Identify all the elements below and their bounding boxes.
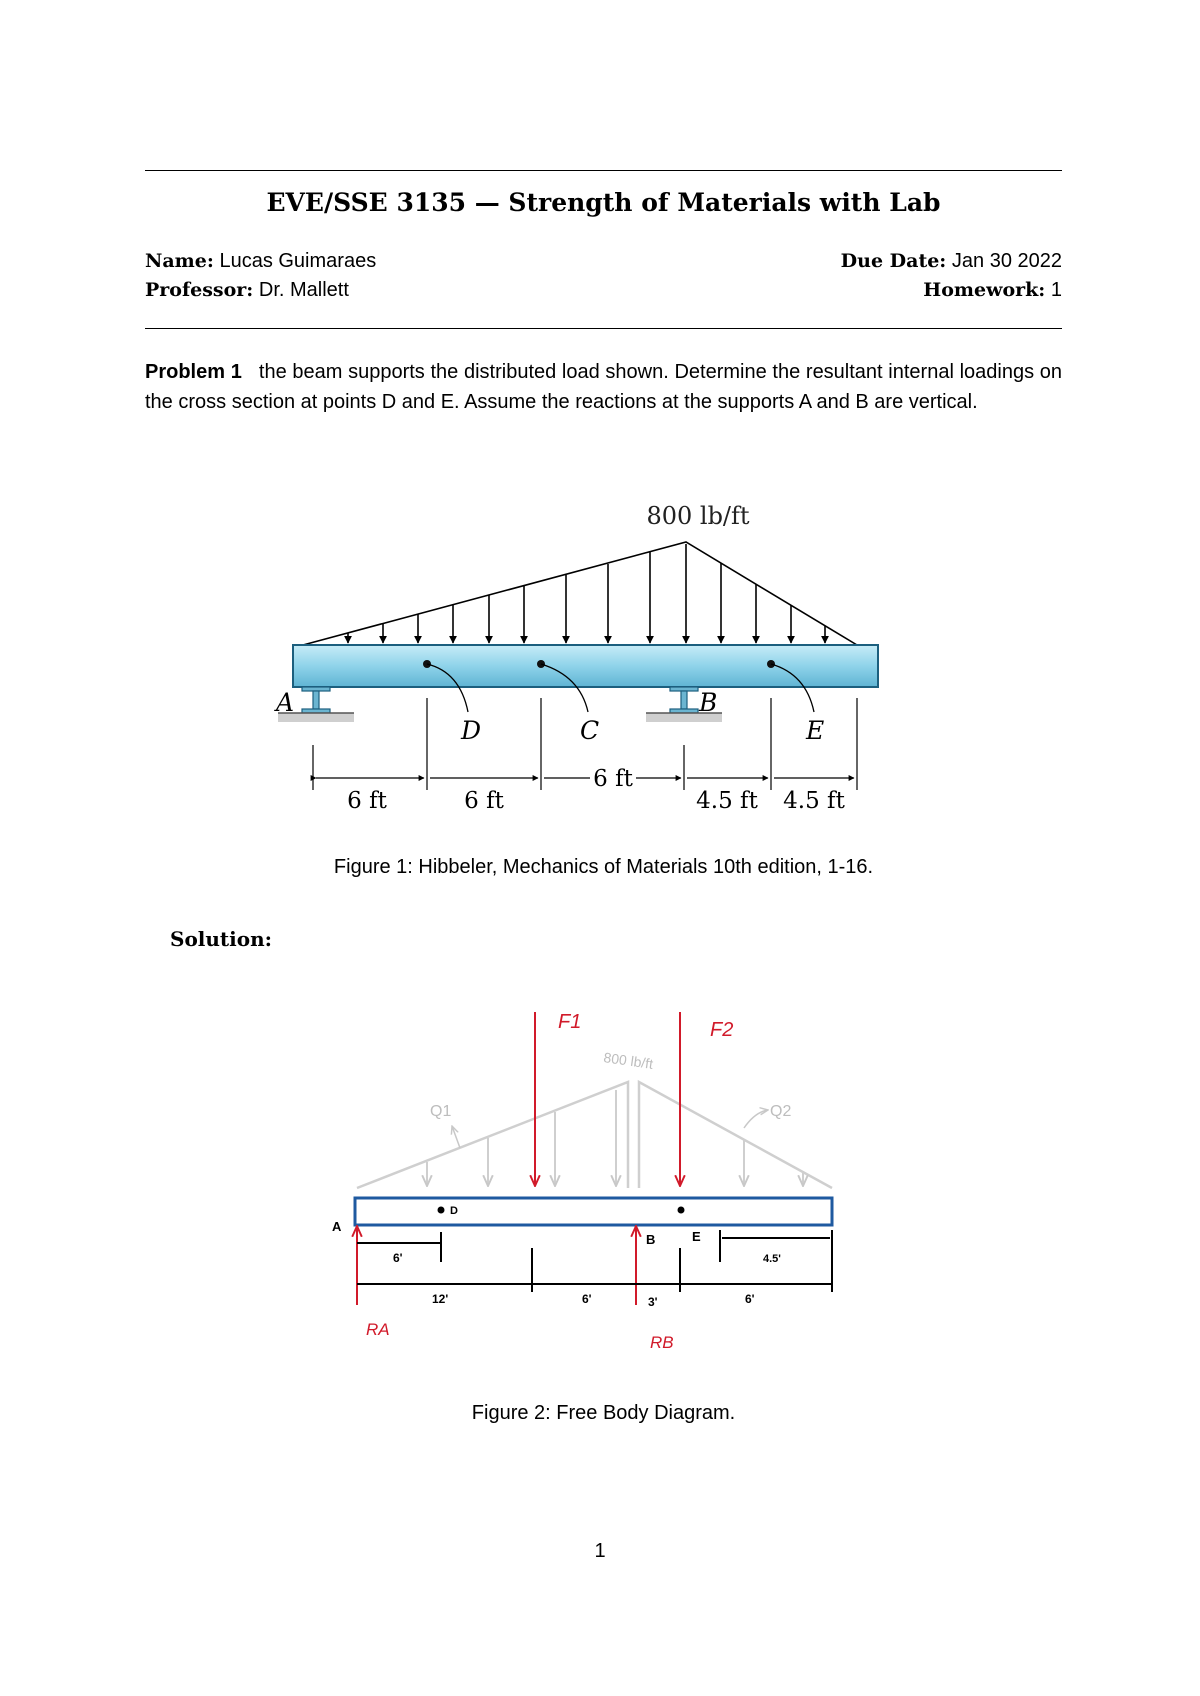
homework-value: 1 bbox=[1050, 279, 1062, 301]
problem-label: Problem 1 bbox=[145, 361, 242, 383]
fig2-dim-6c: 6' bbox=[745, 1292, 755, 1306]
page-title: EVE/SSE 3135 — Strength of Materials with Lab bbox=[266, 188, 941, 217]
fig2-dimension-lines bbox=[357, 1230, 832, 1292]
fig2-q1-label: Q1 bbox=[430, 1103, 452, 1120]
fig2-label-a: A bbox=[332, 1219, 342, 1234]
fig2-point-e-dot bbox=[678, 1207, 685, 1214]
page-number: 1 bbox=[594, 1540, 606, 1562]
fig1-load-arrows bbox=[348, 544, 825, 643]
fig1-dim-5: 4.5 ft bbox=[783, 788, 845, 814]
fig1-label-e: E bbox=[806, 716, 825, 745]
figure-2 bbox=[332, 1011, 832, 1352]
fig2-label-b: B bbox=[646, 1232, 656, 1247]
professor-value: Dr. Mallett bbox=[258, 279, 349, 301]
homework-label: Homework: bbox=[923, 279, 1046, 301]
fig2-beam bbox=[355, 1198, 832, 1225]
fig2-rb-label: RB bbox=[650, 1333, 674, 1352]
fig1-dim-3: 6 ft bbox=[593, 766, 633, 792]
fig2-q1-leader bbox=[452, 1126, 460, 1148]
name-value: Lucas Guimaraes bbox=[219, 250, 377, 272]
fig2-ra-label: RA bbox=[366, 1320, 390, 1339]
fig2-dim-3: 3' bbox=[648, 1295, 658, 1309]
professor-label: Professor: bbox=[145, 279, 254, 301]
fig1-label-d: D bbox=[461, 716, 482, 745]
fig2-label-e: E bbox=[692, 1229, 701, 1244]
fig2-dim-45: 4.5' bbox=[763, 1253, 781, 1265]
fig2-f2-label: F2 bbox=[710, 1019, 734, 1041]
figure-1 bbox=[274, 502, 878, 814]
fig1-label-a: A bbox=[276, 688, 295, 717]
fig2-dim-6b: 6' bbox=[582, 1292, 592, 1306]
fig1-load-label: 800 lb/ft bbox=[646, 502, 750, 530]
fig1-dim-1: 6 ft bbox=[347, 788, 387, 814]
fig2-dim-6a: 6' bbox=[393, 1251, 403, 1265]
fig2-dim-12: 12' bbox=[432, 1292, 449, 1306]
name-label: Name: bbox=[145, 250, 214, 272]
fig1-dim-2: 6 ft bbox=[464, 788, 504, 814]
fig2-q2-leader bbox=[744, 1110, 768, 1128]
fig1-label-c: C bbox=[580, 716, 600, 745]
due-label: Due Date: bbox=[840, 250, 947, 272]
fig2-label-d: D bbox=[450, 1205, 458, 1217]
solution-heading: Solution: bbox=[170, 927, 273, 951]
fig2-f1-label: F1 bbox=[558, 1011, 582, 1033]
due-value: Jan 30 2022 bbox=[951, 250, 1062, 272]
figure-2-caption: Figure 2: Free Body Diagram. bbox=[471, 1402, 736, 1424]
fig1-beam bbox=[293, 645, 878, 687]
figure-1-caption: Figure 1: Hibbeler, Mechanics of Materials 10th edition, 1-16. bbox=[333, 856, 874, 878]
fig2-load-label: 800 lb/ft bbox=[602, 1049, 655, 1072]
fig1-label-b: B bbox=[699, 688, 718, 717]
fig2-point-d-dot bbox=[438, 1207, 445, 1214]
problem-text: the beam supports the distributed load shown. Determine the resultant internal loadings on the cross section at points D and E. Assume the reactions at the supports A and B are vertical. bbox=[145, 361, 1063, 413]
fig1-load-outline bbox=[303, 542, 857, 645]
fig1-dim-4: 4.5 ft bbox=[696, 788, 758, 814]
fig2-load-left bbox=[357, 1082, 628, 1188]
fig2-q2-label: Q2 bbox=[770, 1103, 792, 1120]
